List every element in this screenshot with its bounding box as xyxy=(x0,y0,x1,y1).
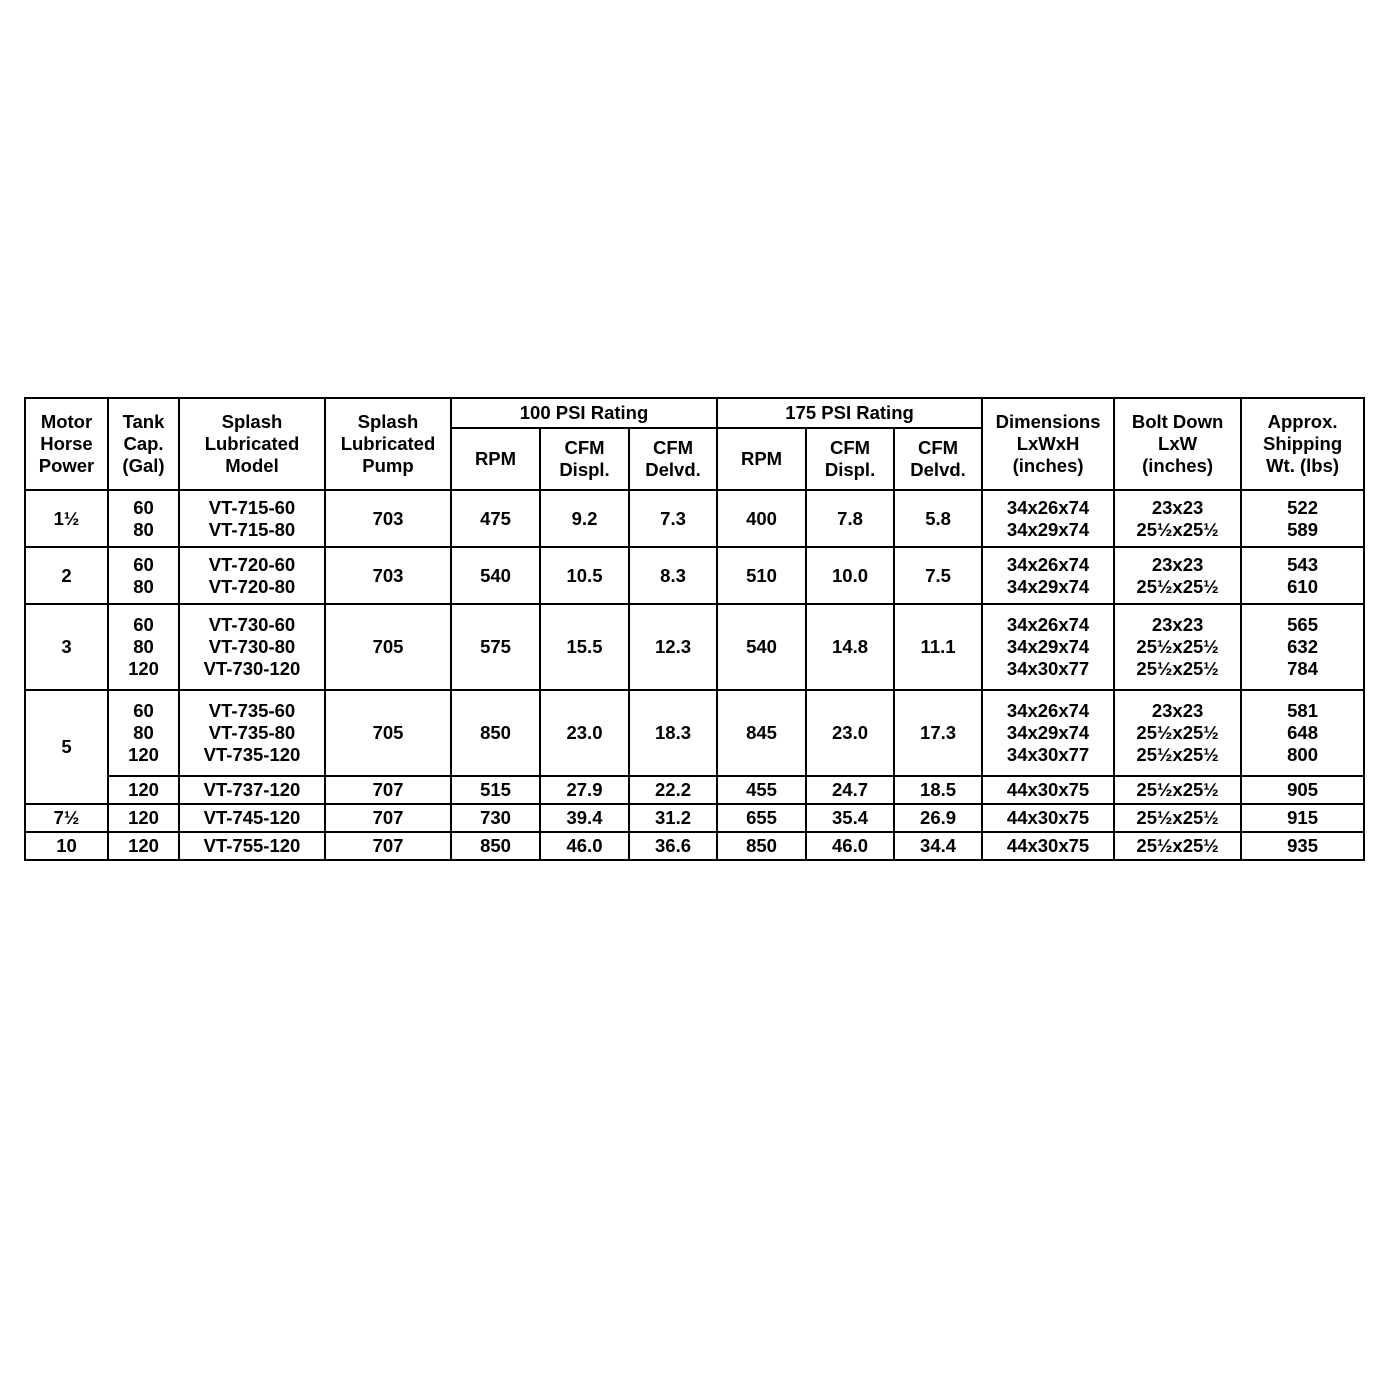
cell-delvd-100: 31.2 xyxy=(629,804,717,832)
cell-model: VT-715-60 VT-715-80 xyxy=(179,490,325,547)
cell-rpm-175: 655 xyxy=(717,804,806,832)
table-row xyxy=(25,547,1364,604)
cell-pump: 707 xyxy=(325,804,451,832)
cell-pump: 705 xyxy=(325,690,451,776)
cell-displ-175: 7.8 xyxy=(806,490,894,547)
cell-delvd-175: 26.9 xyxy=(894,804,982,832)
header-dimensions: Dimensions LxWxH (inches) xyxy=(982,398,1114,490)
header-motor-hp: Motor Horse Power xyxy=(25,398,108,490)
cell-bolt-down: 25½x25½ xyxy=(1114,776,1241,804)
cell-bolt-down: 23x23 25½x25½ xyxy=(1114,490,1241,547)
cell-tank: 60 80 xyxy=(108,547,179,604)
cell-bolt-down: 25½x25½ xyxy=(1114,804,1241,832)
header-bolt-down: Bolt Down LxW (inches) xyxy=(1114,398,1241,490)
cell-displ-100: 23.0 xyxy=(540,690,629,776)
table-row xyxy=(25,832,1364,860)
cell-delvd-100: 18.3 xyxy=(629,690,717,776)
header-shipping-weight: Approx. Shipping Wt. (lbs) xyxy=(1241,398,1364,490)
table-row xyxy=(25,490,1364,547)
cell-rpm-100: 540 xyxy=(451,547,540,604)
cell-model: VT-720-60 VT-720-80 xyxy=(179,547,325,604)
cell-weight: 915 xyxy=(1241,804,1364,832)
cell-displ-175: 24.7 xyxy=(806,776,894,804)
header-tank-cap: Tank Cap. (Gal) xyxy=(108,398,179,490)
cell-dimensions: 44x30x75 xyxy=(982,804,1114,832)
cell-hp: 2 xyxy=(25,547,108,604)
cell-pump: 707 xyxy=(325,776,451,804)
cell-delvd-175: 5.8 xyxy=(894,490,982,547)
cell-hp: 7½ xyxy=(25,804,108,832)
cell-bolt-down: 25½x25½ xyxy=(1114,832,1241,860)
cell-delvd-175: 11.1 xyxy=(894,604,982,690)
cell-weight: 565 632 784 xyxy=(1241,604,1364,690)
cell-weight: 543 610 xyxy=(1241,547,1364,604)
cell-pump: 707 xyxy=(325,832,451,860)
cell-pump: 703 xyxy=(325,547,451,604)
cell-rpm-175: 455 xyxy=(717,776,806,804)
cell-delvd-175: 18.5 xyxy=(894,776,982,804)
cell-displ-100: 27.9 xyxy=(540,776,629,804)
cell-hp: 3 xyxy=(25,604,108,690)
cell-displ-100: 9.2 xyxy=(540,490,629,547)
cell-delvd-100: 7.3 xyxy=(629,490,717,547)
cell-displ-175: 46.0 xyxy=(806,832,894,860)
header-rpm-100: RPM xyxy=(451,428,540,490)
cell-delvd-100: 8.3 xyxy=(629,547,717,604)
cell-dimensions: 44x30x75 xyxy=(982,832,1114,860)
cell-rpm-175: 400 xyxy=(717,490,806,547)
cell-displ-175: 23.0 xyxy=(806,690,894,776)
cell-weight: 522 589 xyxy=(1241,490,1364,547)
cell-dimensions: 34x26x74 34x29x74 xyxy=(982,547,1114,604)
cell-rpm-100: 475 xyxy=(451,490,540,547)
cell-tank: 60 80 xyxy=(108,490,179,547)
cell-rpm-175: 540 xyxy=(717,604,806,690)
cell-delvd-175: 34.4 xyxy=(894,832,982,860)
cell-rpm-100: 575 xyxy=(451,604,540,690)
cell-displ-100: 10.5 xyxy=(540,547,629,604)
cell-bolt-down: 23x23 25½x25½ xyxy=(1114,547,1241,604)
table-row xyxy=(25,690,1364,776)
cell-displ-175: 35.4 xyxy=(806,804,894,832)
cell-displ-175: 10.0 xyxy=(806,547,894,604)
cell-hp: 10 xyxy=(25,832,108,860)
cell-model: VT-735-60 VT-735-80 VT-735-120 xyxy=(179,690,325,776)
header-rpm-175: RPM xyxy=(717,428,806,490)
cell-tank: 120 xyxy=(108,776,179,804)
cell-dimensions: 34x26x74 34x29x74 34x30x77 xyxy=(982,690,1114,776)
cell-rpm-175: 510 xyxy=(717,547,806,604)
header-model: Splash Lubricated Model xyxy=(179,398,325,490)
cell-dimensions: 44x30x75 xyxy=(982,776,1114,804)
cell-displ-100: 15.5 xyxy=(540,604,629,690)
header-cfm-delvd-100: CFM Delvd. xyxy=(629,428,717,490)
cell-weight: 581 648 800 xyxy=(1241,690,1364,776)
cell-tank: 60 80 120 xyxy=(108,690,179,776)
table-row xyxy=(25,804,1364,832)
cell-delvd-100: 12.3 xyxy=(629,604,717,690)
cell-rpm-100: 850 xyxy=(451,690,540,776)
cell-displ-100: 39.4 xyxy=(540,804,629,832)
cell-dimensions: 34x26x74 34x29x74 xyxy=(982,490,1114,547)
cell-model: VT-745-120 xyxy=(179,804,325,832)
header-pump: Splash Lubricated Pump xyxy=(325,398,451,490)
cell-pump: 703 xyxy=(325,490,451,547)
table-row xyxy=(25,776,1364,804)
cell-rpm-175: 845 xyxy=(717,690,806,776)
cell-tank: 60 80 120 xyxy=(108,604,179,690)
compressor-spec-table xyxy=(24,397,1365,861)
cell-model: VT-755-120 xyxy=(179,832,325,860)
header-row-top xyxy=(25,398,1364,428)
header-175-psi-rating: 175 PSI Rating xyxy=(717,398,982,428)
cell-model: VT-737-120 xyxy=(179,776,325,804)
cell-rpm-100: 850 xyxy=(451,832,540,860)
cell-delvd-100: 36.6 xyxy=(629,832,717,860)
cell-weight: 935 xyxy=(1241,832,1364,860)
cell-weight: 905 xyxy=(1241,776,1364,804)
cell-rpm-100: 730 xyxy=(451,804,540,832)
header-cfm-displ-100: CFM Displ. xyxy=(540,428,629,490)
cell-delvd-175: 17.3 xyxy=(894,690,982,776)
cell-tank: 120 xyxy=(108,804,179,832)
cell-delvd-100: 22.2 xyxy=(629,776,717,804)
cell-pump: 705 xyxy=(325,604,451,690)
cell-displ-175: 14.8 xyxy=(806,604,894,690)
cell-tank: 120 xyxy=(108,832,179,860)
cell-rpm-100: 515 xyxy=(451,776,540,804)
cell-hp: 1½ xyxy=(25,490,108,547)
cell-displ-100: 46.0 xyxy=(540,832,629,860)
cell-dimensions: 34x26x74 34x29x74 34x30x77 xyxy=(982,604,1114,690)
cell-rpm-175: 850 xyxy=(717,832,806,860)
header-cfm-delvd-175: CFM Delvd. xyxy=(894,428,982,490)
cell-bolt-down: 23x23 25½x25½ 25½x25½ xyxy=(1114,690,1241,776)
header-cfm-displ-175: CFM Displ. xyxy=(806,428,894,490)
cell-delvd-175: 7.5 xyxy=(894,547,982,604)
table-row xyxy=(25,604,1364,690)
cell-hp: 5 xyxy=(25,690,108,804)
header-100-psi-rating: 100 PSI Rating xyxy=(451,398,717,428)
cell-bolt-down: 23x23 25½x25½ 25½x25½ xyxy=(1114,604,1241,690)
cell-model: VT-730-60 VT-730-80 VT-730-120 xyxy=(179,604,325,690)
